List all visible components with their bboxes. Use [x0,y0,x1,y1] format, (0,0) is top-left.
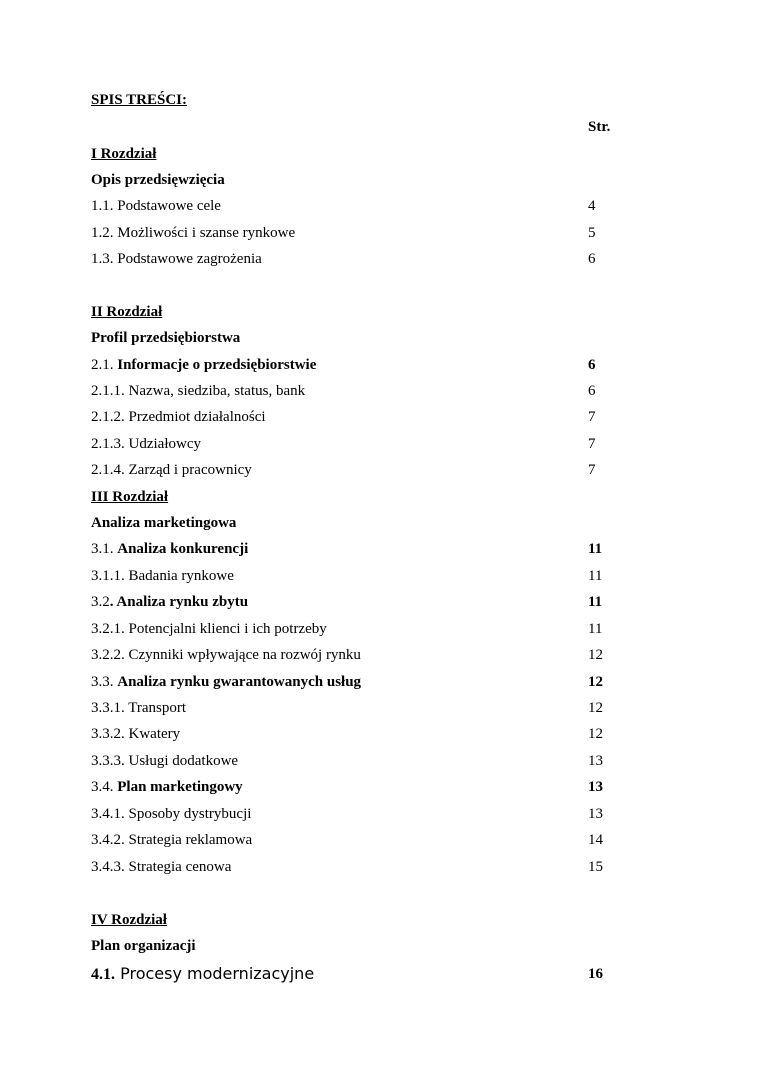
chapter-label: III Rozdział [91,489,169,505]
page-number: 7 [588,409,596,425]
toc-entry[interactable]: 3.2.1. Potencjalni klienci i ich potrzeby 11 [91,621,603,637]
toc-entry[interactable]: 1.1. Podstawowe cele 4 [91,198,596,214]
chapter-4-heading [91,911,631,929]
chapter-3-subtitle [91,514,631,532]
toc-entry[interactable]: 3.4.2. Strategia reklamowa 14 [91,832,603,848]
toc-entry[interactable]: 2.1. Informacje o przedsiębiorstwie 6 [91,357,596,373]
page-number: 12 [588,647,603,663]
page-number: 6 [588,357,596,373]
toc-entry[interactable]: 3.1. Analiza konkurencji 11 [91,541,603,557]
toc-entry[interactable]: 2.1.1. Nazwa, siedziba, status, bank 6 [91,383,596,399]
page-number: 4 [588,198,596,214]
page-column-header: Str. [588,119,611,135]
chapter-subtitle: Plan organizacji [91,938,196,954]
toc-entry[interactable]: 3.3.2. Kwatery 12 [91,726,603,742]
page-number: 11 [588,541,603,557]
toc-entry[interactable]: 2.1.3. Udziałowcy 7 [91,436,596,452]
chapter-subtitle: Opis przedsięwzięcia [91,172,225,188]
page-number: 5 [588,225,596,241]
page-number: 12 [588,700,603,716]
chapter-subtitle: Profil przedsiębiorstwa [91,330,241,346]
chapter-2-heading [91,303,631,321]
page-number: 6 [588,251,596,267]
chapter-label: I Rozdział [91,146,157,162]
toc-entry[interactable]: 3.2.2. Czynniki wpływające na rozwój rynku 12 [91,647,603,663]
page-number: 14 [588,832,603,848]
page-number: 7 [588,436,596,452]
toc-entry[interactable]: 3.3.1. Transport 12 [91,700,603,716]
page-number: 11 [588,621,603,637]
chapter-2-subtitle [91,329,631,347]
chapter-label: II Rozdział [91,304,163,320]
toc-entry[interactable]: 3.2. Analiza rynku zbytu 11 [91,594,603,610]
chapter-4-subtitle [91,937,631,955]
toc-title: SPIS TREŚCI: [91,92,188,108]
page-number: 16 [588,966,603,982]
toc-entry[interactable]: 2.1.4. Zarząd i pracownicy 7 [91,462,596,478]
toc-entry[interactable]: 4.1. Procesy modernizacyjne 16 [91,964,603,983]
toc-entry[interactable]: 3.3. Analiza rynku gwarantowanych usług 12 [91,674,603,690]
page-number: 15 [588,859,603,875]
page-number: 6 [588,383,596,399]
chapter-1-heading [91,145,631,163]
page-number: 11 [588,568,603,584]
toc-entry[interactable]: 3.4.1. Sposoby dystrybucji 13 [91,806,603,822]
page-number: 7 [588,462,596,478]
toc-entry[interactable]: 3.3.3. Usługi dodatkowe 13 [91,753,603,769]
chapter-label: IV Rozdział [91,912,167,928]
toc-entry[interactable]: 1.3. Podstawowe zagrożenia 6 [91,251,596,267]
page-number: 13 [588,753,603,769]
chapter-1-subtitle [91,171,631,189]
page-number: 13 [588,779,603,795]
page-number: 12 [588,726,603,742]
toc-entry[interactable]: 1.2. Możliwości i szanse rynkowe 5 [91,225,596,241]
page-number: 11 [588,594,603,610]
toc-entry[interactable]: 3.4. Plan marketingowy 13 [91,779,603,795]
toc-entry[interactable]: 2.1.2. Przedmiot działalności 7 [91,409,596,425]
page-number: 12 [588,674,603,690]
toc-entry[interactable]: 3.4.3. Strategia cenowa 15 [91,859,603,875]
page-number: 13 [588,806,603,822]
chapter-3-heading [91,488,631,506]
chapter-subtitle: Analiza marketingowa [91,515,237,531]
toc-entry[interactable]: 3.1.1. Badania rynkowe 11 [91,568,603,584]
